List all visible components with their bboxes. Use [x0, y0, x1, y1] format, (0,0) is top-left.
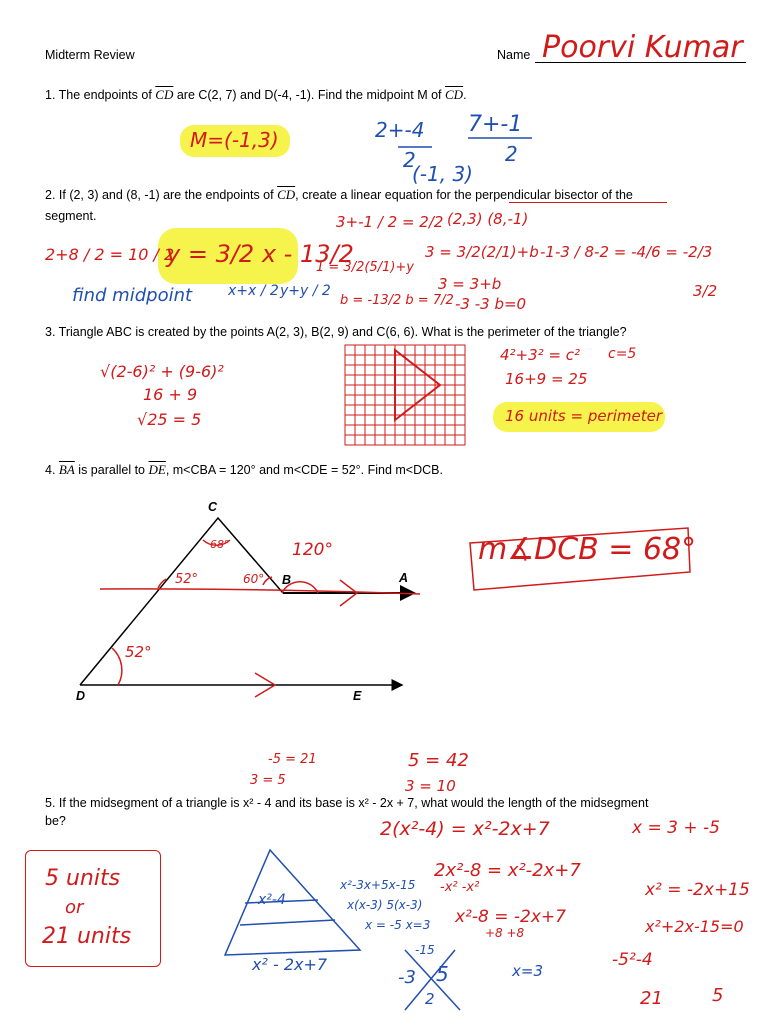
student-name: Poorvi Kumar [542, 30, 743, 65]
label-e: E [353, 689, 362, 703]
q2-work: y+y / 2 [280, 283, 331, 299]
angle-note: 120° [292, 540, 333, 560]
q4-answer: m∡DCB = 68° [478, 532, 697, 567]
q2-work: 3/2 [693, 282, 718, 300]
q5-work: x²+2x-15=0 [645, 917, 744, 936]
q2-work: -3 -3 b=0 [455, 295, 527, 313]
q5-note: 3 = 10 [405, 777, 456, 795]
q1-work: 2 [505, 142, 518, 166]
q3-answer: 16 units = perimeter [505, 407, 663, 425]
q3-work: 16 + 9 [143, 385, 198, 404]
q5-work: -3 [398, 967, 416, 988]
q2-work: (2,3) (8,-1) [447, 210, 529, 228]
q1-work: 2 [403, 148, 416, 172]
q2-work: b = -13/2 b = 7/2 [340, 293, 454, 308]
q5-work: 5 [712, 985, 724, 1006]
question-2: 2. If (2, 3) and (8, -1) are the endpoints of $\overline{CD}$, create a linear equation for the perpendicular bisector of the [45, 187, 633, 202]
question-5-line2: be? [45, 814, 66, 828]
worksheet-title: Midterm Review [45, 48, 135, 62]
q1-work: 2+-4 [375, 118, 425, 142]
q5-work: 21 [640, 988, 663, 1009]
q3-work: 16+9 = 25 [505, 370, 588, 388]
name-label: Name [497, 48, 531, 62]
q5-answer: or [65, 897, 84, 918]
q2-answer: y = 3/2 x - 13/2 [166, 240, 354, 268]
q2-work: -1-3 / 8-2 = -4/6 = -2/3 [540, 243, 713, 261]
q5-work: 2(x²-4) = x²-2x+7 [380, 818, 550, 840]
q5-work: x²-8 = -2x+7 [455, 907, 566, 927]
q5-triangle [225, 850, 360, 955]
q3-grid [345, 345, 465, 445]
q2-work: 2+8 / 2 = 10 / 2 [45, 245, 175, 264]
question-1: 1. The endpoints of $\overline{CD}$ are C(2, 7) and D(-4, -1). Find the midpoint M of $\overline{CD}$. [45, 87, 467, 102]
q3-work: 4²+3² = c² [500, 346, 581, 364]
q5-factor-x [405, 950, 460, 1010]
q5-work: 2 [425, 990, 435, 1008]
q1-answer: M=(-1,3) [190, 128, 279, 152]
label-a: A [399, 571, 409, 585]
q5-note: 5 = 42 [408, 750, 469, 771]
question-4: 4. $\overline{BA}$ is parallel to $\overline{DE}$, m<CBA = 120° and m<CDE = 52°. Find m<DCB. [45, 462, 443, 477]
question-2-line2: segment. [45, 209, 97, 223]
triangle-label: x² - 2x+7 [252, 955, 328, 974]
label-c: C [208, 500, 218, 514]
q5-work: -15 [415, 943, 435, 957]
q5-work: x = 3 + -5 [632, 818, 720, 838]
q4-figure [80, 518, 420, 697]
q5-note: -5 = 21 [268, 752, 317, 767]
label-d: D [76, 689, 86, 703]
q5-work: x=3 [512, 962, 543, 980]
q2-work: 1 = 3/2(5/1)+y [316, 260, 415, 275]
q2-work: 3+-1 / 2 = 2/2 [336, 213, 444, 231]
question-5: 5. If the midsegment of a triangle is x² - 4 and its base is x² - 2x + 7, what would the length of the midsegment [45, 796, 649, 810]
q1-work: (-1, 3) [412, 162, 473, 186]
angle-note: 68° [210, 538, 230, 551]
angle-note: 52° [175, 572, 199, 587]
q3-work: c=5 [608, 346, 637, 362]
q5-answer: 5 units [45, 866, 121, 891]
q3-work: √(2-6)² + (9-6)² [100, 362, 224, 381]
q5-work: x = -5 x=3 [365, 918, 431, 932]
angle-note: 60° [243, 572, 265, 586]
q2-work: find midpoint [72, 285, 193, 306]
q5-work: 5 [436, 962, 449, 986]
q5-work: -5²-4 [612, 950, 653, 970]
q5-work: +8 +8 [485, 926, 525, 940]
q2-work: 3 = 3/2(2/1)+b [425, 243, 539, 261]
q5-work: x(x-3) 5(x-3) [347, 898, 423, 912]
label-b: B [282, 573, 292, 587]
triangle-label: x²-4 [258, 892, 286, 908]
q2-work: x+x / 2 [228, 283, 279, 299]
q5-work: 2x²-8 = x²-2x+7 [434, 860, 581, 881]
q5-work: -x² -x² [440, 880, 480, 895]
q1-work: 7+-1 [468, 112, 523, 137]
q5-work: x² = -2x+15 [645, 880, 750, 900]
q4-answer-box [470, 528, 690, 590]
q1-fraction-bars [398, 138, 532, 147]
q5-answer: 21 units [42, 924, 132, 949]
question-3: 3. Triangle ABC is created by the points A(2, 3), B(2, 9) and C(6, 6). What is the perimeter of the triangle? [45, 325, 627, 339]
q3-work: √25 = 5 [137, 410, 202, 429]
q5-note: 3 = 5 [250, 773, 286, 788]
q2-work: 3 = 3+b [438, 275, 502, 293]
angle-note: 52° [125, 643, 152, 661]
q5-work: x²-3x+5x-15 [340, 878, 416, 892]
